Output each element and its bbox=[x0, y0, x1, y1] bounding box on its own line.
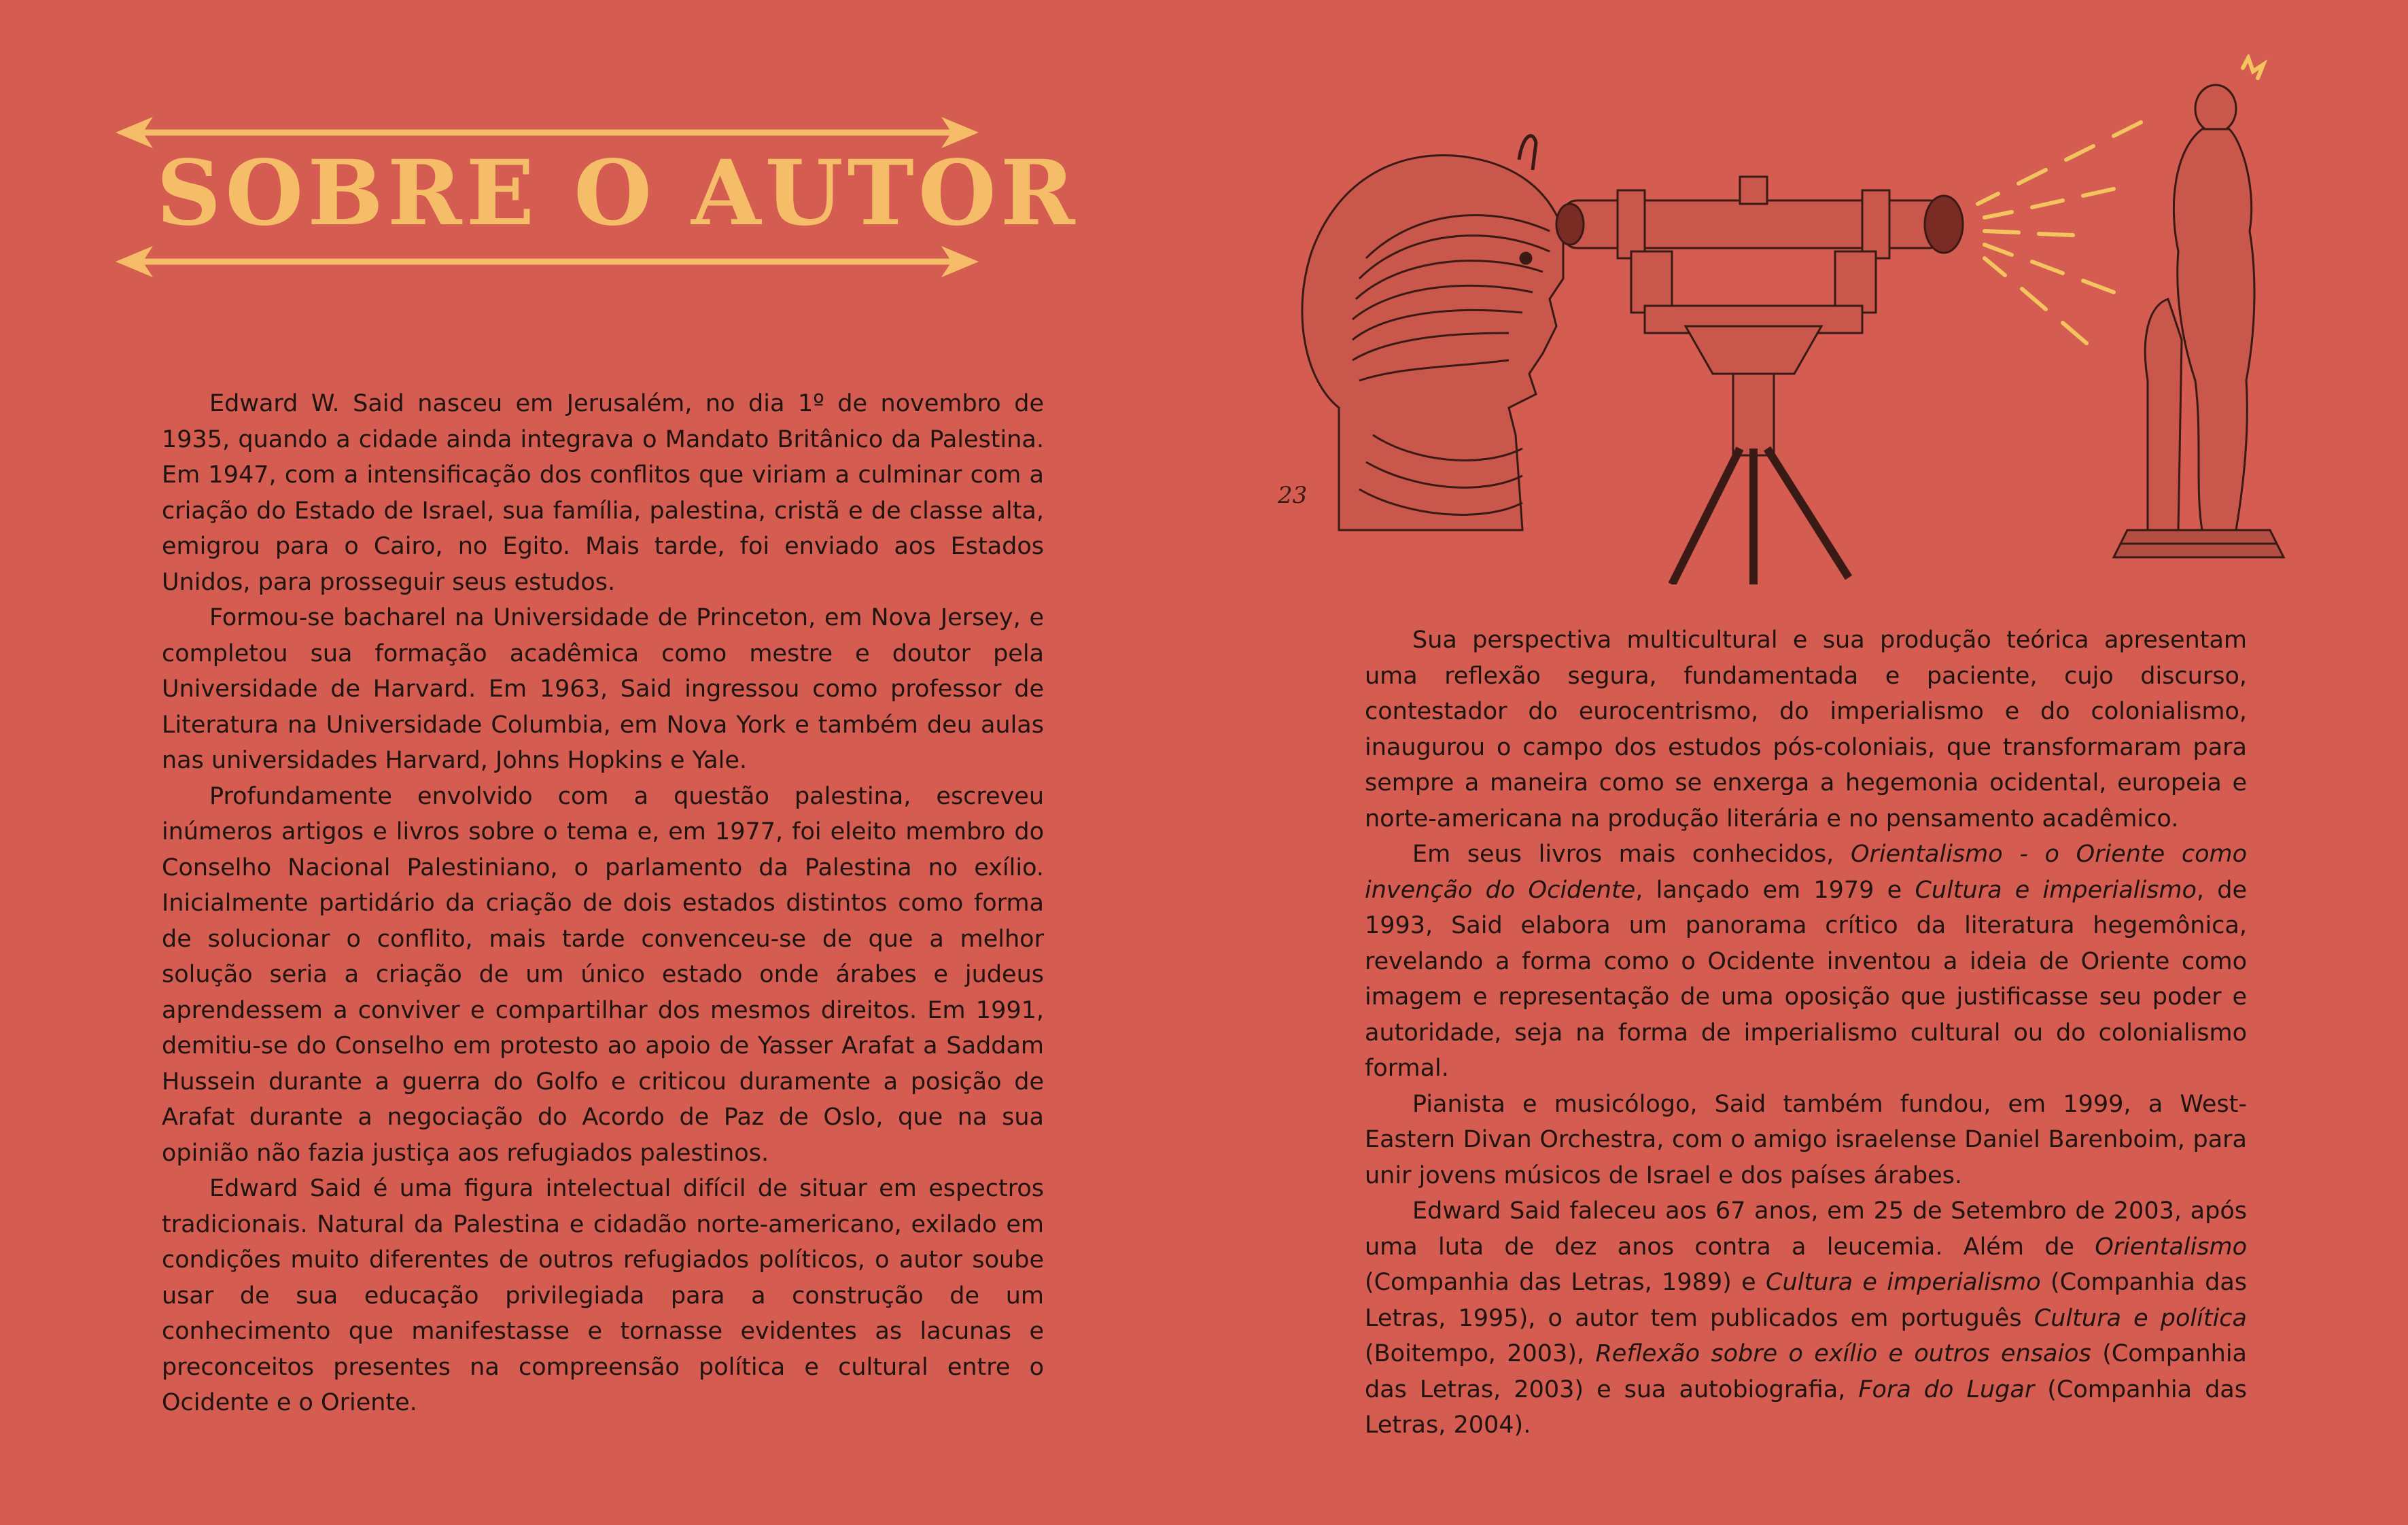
book-title: Fora do Lugar bbox=[1858, 1375, 2035, 1403]
paragraph: Formou-se bacharel na Universidade de Princeton, em Nova Jersey, e completou sua formação acadêmica como mestre e doutor pela Universidade de Harvard. Em 1963, Said ingressou como professor de Literatura na Universidade Columbia, em Nova York e também deu aulas nas universidades Harvard, Johns Hopkins e Yale. bbox=[162, 604, 1044, 774]
telescope-icon bbox=[1556, 177, 1963, 584]
paragraph: Edward W. Said nasceu em Jerusalém, no dia 1º de novembro de 1935, quando a cidade ainda integrava o Mandato Britânico da Palestina. Em 1947, com a intensificação dos conflitos que viriam a culminar com a criação do Estado de Israel, sua família, palestina, cristã e de classe alta, emigrou para o Cairo, no Egito. Mais tarde, foi enviado aos Estados Unidos, para prosseguir seus estudos. bbox=[162, 390, 1044, 596]
right-text-column bbox=[1365, 623, 2247, 1443]
pharaoh-bust-icon bbox=[1302, 136, 1563, 530]
book-title: Cultura e política bbox=[2034, 1304, 2247, 1332]
paragraph: Em seus livros mais conhecidos, Orientalismo - o Oriente como invenção do Ocidente, lançado em 1979 e Cultura e imperialismo, de 1993, Said elabora um panorama crítico da literatura hegemônica, revelando a forma como o Ocidente inventou a ideia de Oriente como imagem e representação de uma oposição que justificasse seu poder e autoridade, seja na forma de imperialismo cultural ou do colonialismo formal. bbox=[1365, 841, 2247, 1082]
book-title: Orientalismo - o Oriente como invenção do Ocidente bbox=[1365, 841, 2247, 904]
paragraph: Edward Said é uma figura intelectual difícil de situar em espectros tradicionais. Natural da Palestina e cidadão norte-americano, exilado em condições muito diferentes de outros refugiados políticos, o autor soube usar de sua educação privilegiada para a construção de um conhecimento que manifestasse e tornasse evidentes as lacunas e preconceitos presentes na compreensão política e cultural entre o Ocidente e o Oriente. bbox=[162, 1175, 1044, 1416]
engraving-illustration bbox=[1264, 54, 2324, 584]
book-title: Reflexão sobre o exílio e outros ensaios bbox=[1595, 1340, 2091, 1367]
plate-number: 23 bbox=[1278, 482, 1308, 509]
left-text-column bbox=[162, 386, 1044, 1421]
double-arrow-bottom-icon bbox=[116, 245, 979, 279]
book-title: Orientalismo bbox=[2095, 1233, 2247, 1261]
paragraph: Sua perspectiva multicultural e sua produção teórica apresentam uma reflexão segura, fundamentada e paciente, cujo discurso, contestador do eurocentrismo, do imperialismo e do colonialismo, inaugurou o campo dos estudos pós-coloniais, que transformaram para sempre a maneira como se enxerga a hegemonia ocidental, europeia e norte-americana na produção literária e no pensamento acadêmico. bbox=[1365, 627, 2247, 832]
book-title: Cultura e imperialismo bbox=[1915, 876, 2197, 904]
venus-statue-icon bbox=[2114, 85, 2284, 557]
book-title: Cultura e imperialismo bbox=[1766, 1269, 2041, 1296]
paragraph: Pianista e musicólogo, Said também fundou, em 1999, a West-Eastern Divan Orchestra, com o amigo israelense Daniel Barenboim, para unir jovens músicos de Israel e dos países árabes. bbox=[1365, 1090, 2247, 1189]
paragraph: Edward Said faleceu aos 67 anos, em 25 de Setembro de 2003, após uma luta de dez anos contra a leucemia. Além de Orientalismo (Companhia das Letras, 1989) e Cultura e imperialismo (Companhia das Letras, 1995), o autor tem publicados em português Cultura e política (Boitempo, 2003), Reflexão sobre o exílio e outros ensaios (Companhia das Letras, 2003) e sua autobiografia, Fora do Lugar (Companhia das Letras, 2004). bbox=[1365, 1197, 2248, 1439]
page-title: SOBRE O AUTOR bbox=[156, 141, 1079, 246]
paragraph: Profundamente envolvido com a questão palestina, escreveu inúmeros artigos e livros sobre o tema e, em 1977, foi eleito membro do Conselho Nacional Palestiniano, o parlamento da Palestina no exílio. Inicialmente partidário da criação de dois estados distintos como forma de solucionar o conflito, mais tarde convenceu-se de que a melhor solução seria a criação de um único estado onde árabes e judeus aprendessem a conviver e compartilhar dos mesmos direitos. Em 1991, demitiu-se do Conselho em protesto ao apoio de Yasser Arafat a Saddam Hussein durante a guerra do Golfo e criticou duramente a posição de Arafat durante a negociação do Acordo de Paz de Oslo, que na sua opinião não fazia justiça aos refugiados palestinos. bbox=[162, 782, 1044, 1167]
title-block bbox=[116, 116, 1079, 279]
